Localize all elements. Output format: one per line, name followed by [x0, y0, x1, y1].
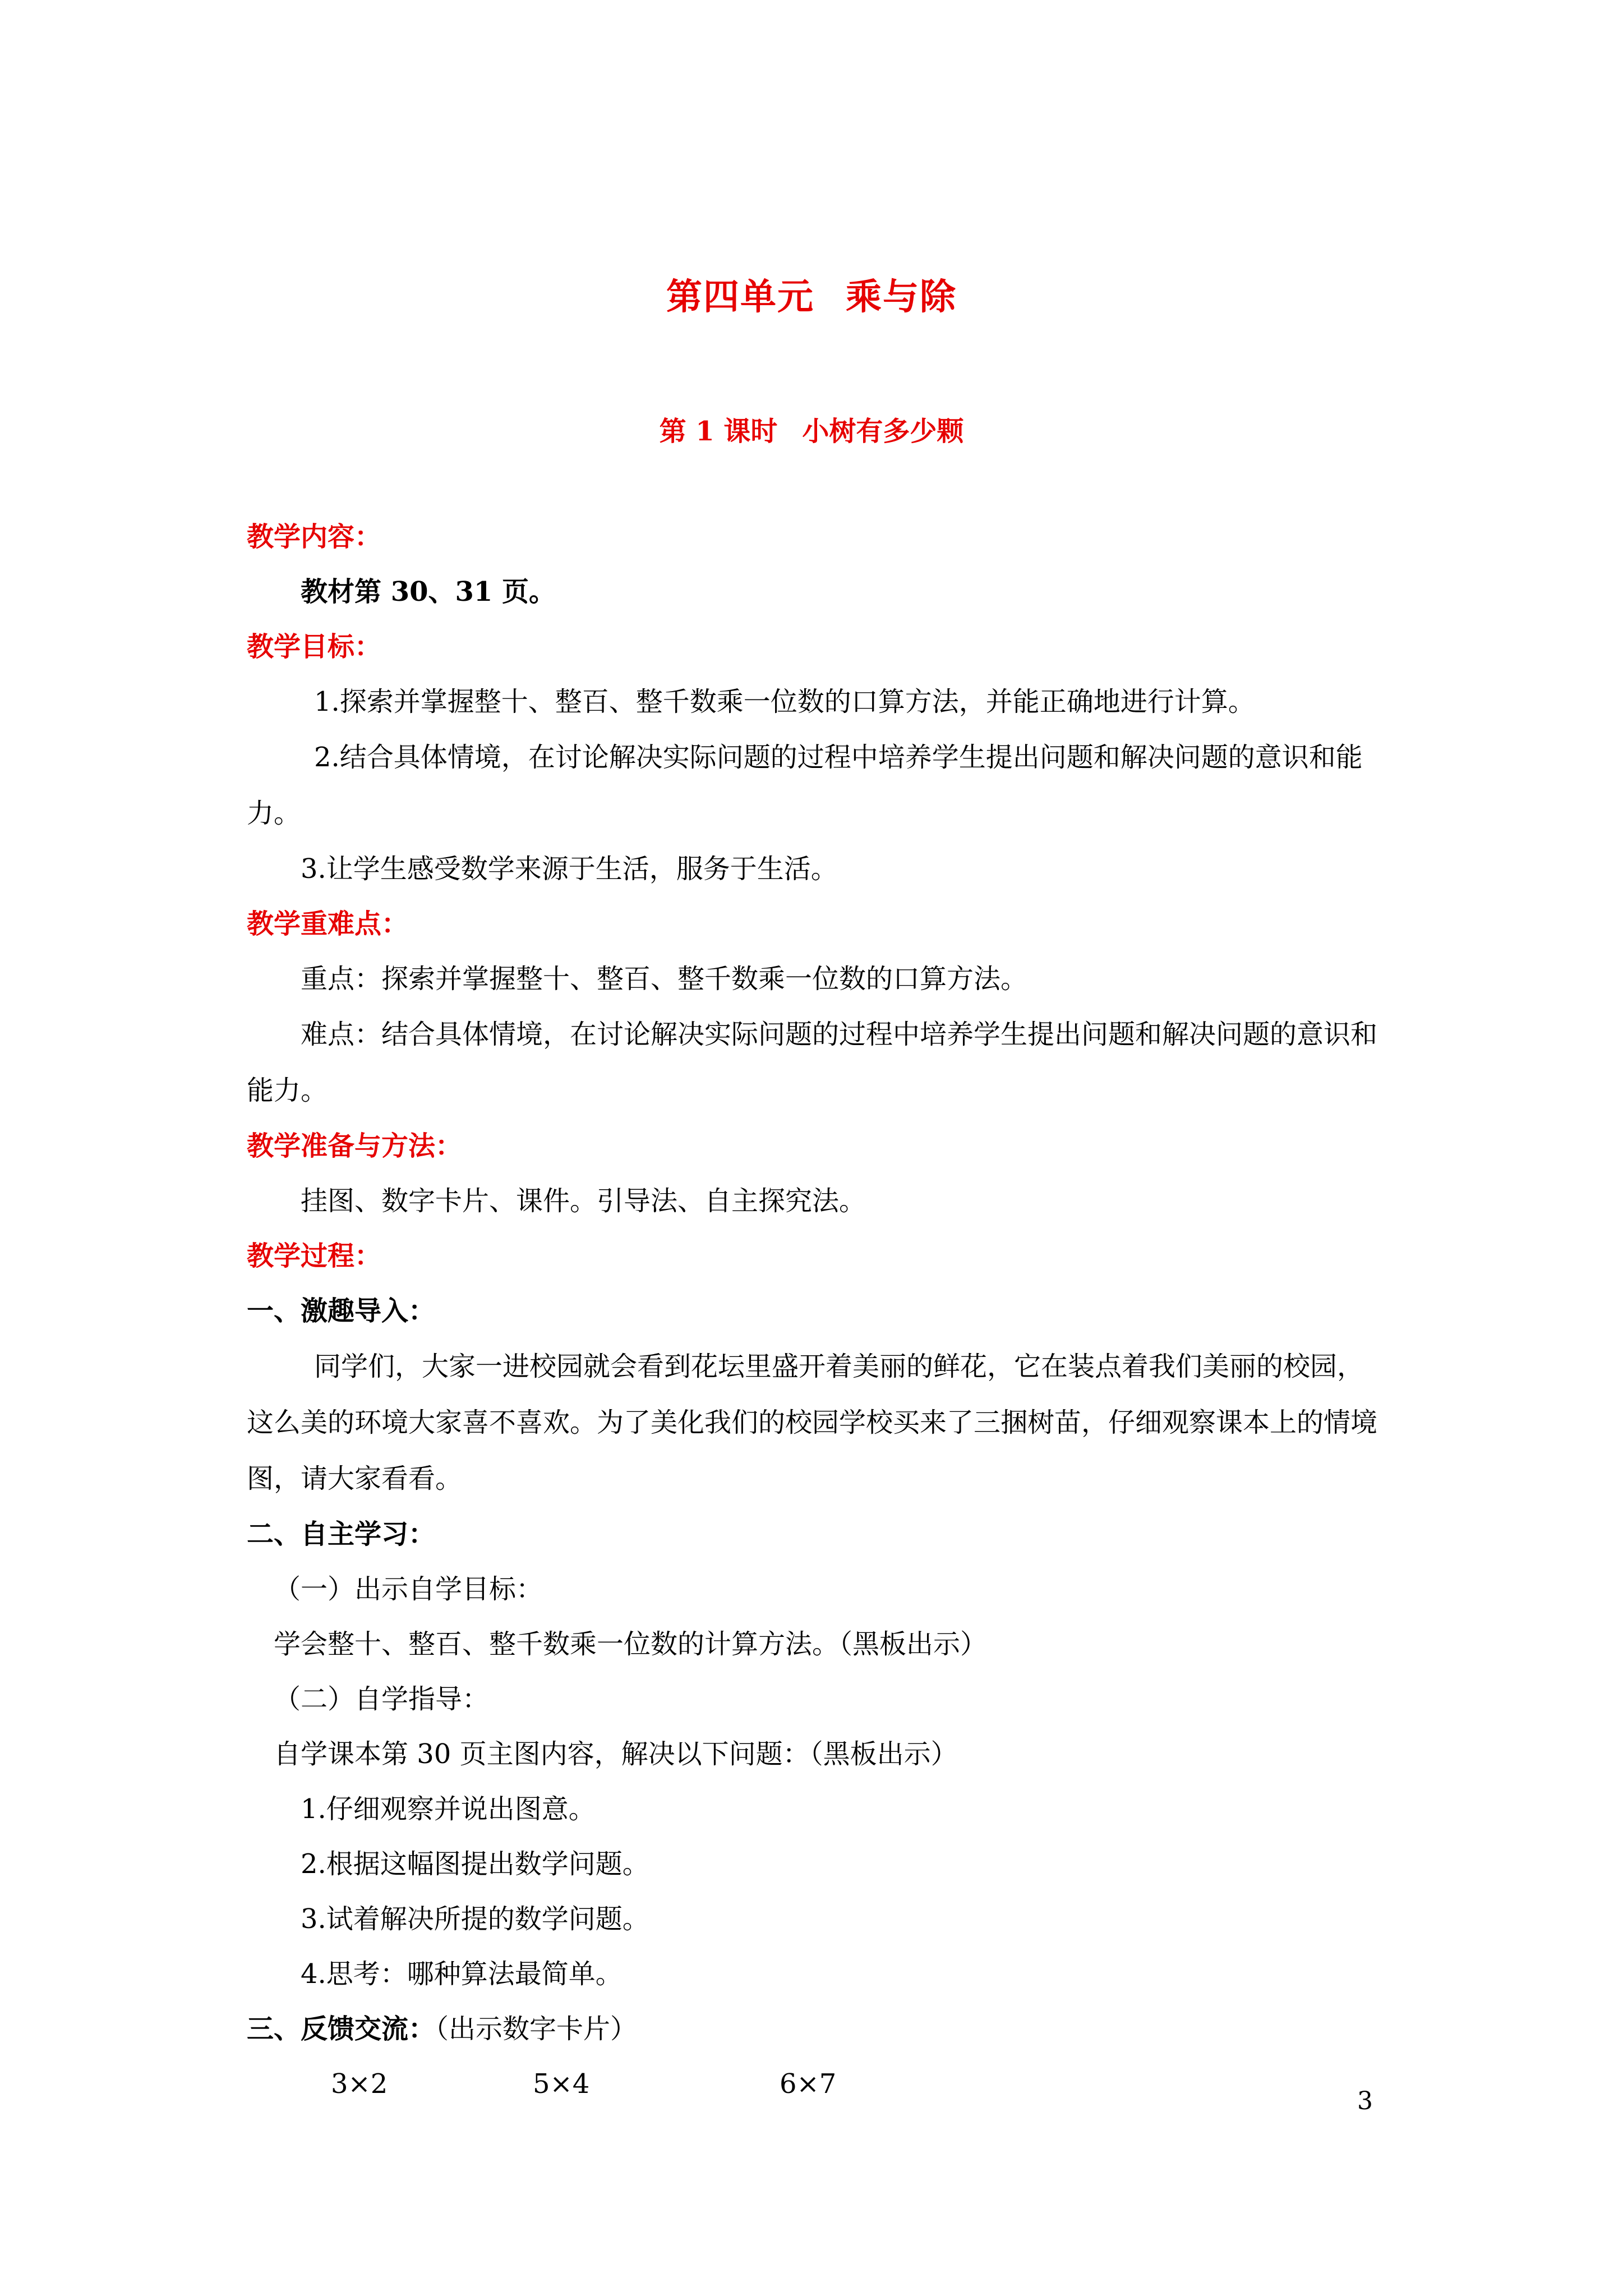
step2-sub1-text: 学会整十、整百、整千数乘一位数的计算方法。（黑板出示）	[274, 1628, 988, 1660]
step2-heading: 二、自主学习：	[247, 1519, 436, 1550]
step3-heading: 三、反馈交流：	[247, 2013, 436, 2045]
page-title	[0, 268, 1623, 320]
key-heading: 教学重难点：	[247, 908, 409, 940]
key-point: 重点：探索并掌握整十、整百、整千数乘一位数的口算方法。	[301, 963, 1028, 995]
goal-1: 1.探索并掌握整十、整百、整千数乘一位数的口算方法，并能正确地进行计算。	[314, 686, 1255, 717]
step2-sub2-text: 自学课本第 30 页主图内容，解决以下问题：（黑板出示）	[274, 1738, 958, 1770]
lesson-topic: 小树有多少颗	[802, 416, 964, 447]
unit-topic: 乘与除	[846, 276, 957, 318]
calc-item: 5×4	[533, 2068, 590, 2100]
lesson-label: 第 1 课时	[659, 416, 778, 447]
lesson-body	[247, 509, 1385, 2111]
page-number: 3	[1357, 2087, 1373, 2115]
prep-heading: 教学准备与方法：	[247, 1130, 463, 1162]
goal-3: 3.让学生感受数学来源于生活，服务于生活。	[301, 853, 838, 885]
unit-label: 第四单元	[666, 276, 814, 318]
goal-2: 2.结合具体情境，在讨论解决实际问题的过程中培养学生提出问题和解决问题的意识和能力。	[247, 742, 1363, 829]
difficult-point: 难点：结合具体情境，在讨论解决实际问题的过程中培养学生提出问题和解决问题的意识和能力。	[247, 1019, 1378, 1106]
step1-heading: 一、激趣导入：	[247, 1295, 436, 1327]
task-4: 4.思考：哪种算法最简单。	[301, 1958, 623, 1990]
step3-note: （出示数字卡片）	[435, 2013, 638, 2045]
content-text: 教材第 30、31 页。	[301, 576, 556, 608]
step2-sub2: （二）自学指导：	[274, 1683, 490, 1715]
goals-heading: 教学目标：	[247, 631, 382, 662]
content-heading: 教学内容：	[247, 521, 382, 553]
step1-text: 同学们，大家一进校园就会看到花坛里盛开着美丽的鲜花，它在装点着我们美丽的校园，这么美的环境大家喜不喜欢。为了美化我们的校园学校买来了三捆树苗，仔细观察课本上的情境图，请大家看看。	[247, 1351, 1378, 1494]
task-2: 2.根据这幅图提出数学问题。	[301, 1848, 649, 1880]
lesson-subtitle	[0, 409, 1623, 448]
task-3: 3.试着解决所提的数学问题。	[301, 1903, 649, 1935]
process-heading: 教学过程：	[247, 1240, 382, 1272]
calc-row	[247, 2056, 1385, 2111]
prep-text: 挂图、数字卡片、课件。引导法、自主探究法。	[301, 1185, 866, 1217]
step3-line	[247, 2001, 1385, 2056]
calc-item: 3×2	[331, 2068, 388, 2100]
calc-item: 6×7	[780, 2068, 837, 2100]
step2-sub1: （一）出示自学目标：	[274, 1573, 543, 1605]
task-1: 1.仔细观察并说出图意。	[301, 1793, 596, 1825]
